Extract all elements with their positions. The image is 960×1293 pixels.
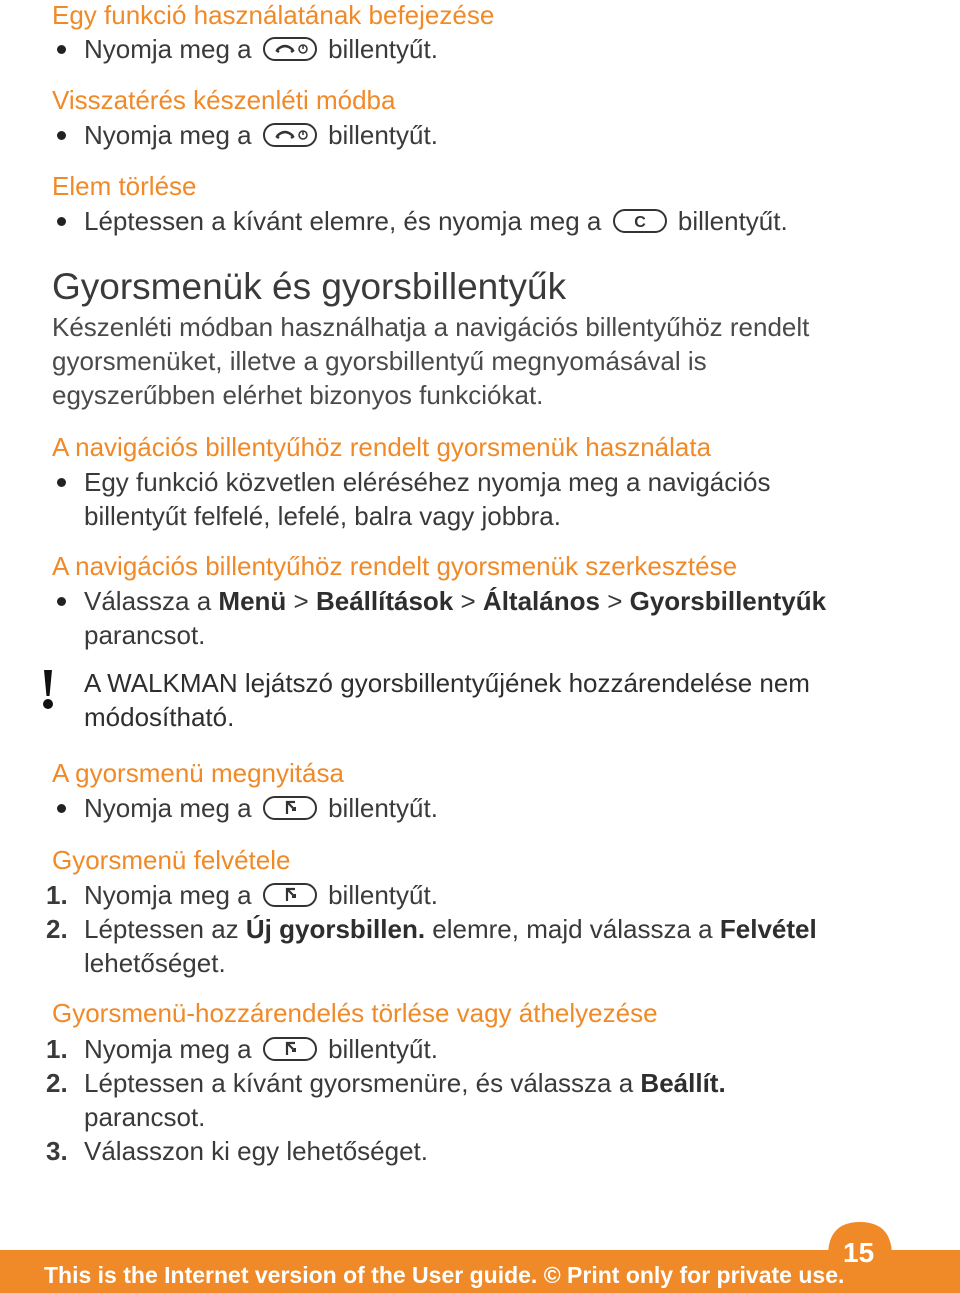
- list-item: [52, 32, 922, 66]
- list-item: [52, 118, 922, 152]
- step-text: lehetőséget.: [84, 948, 226, 978]
- step-text: Nyomja meg a: [84, 880, 252, 910]
- intro-paragraph: [52, 310, 932, 412]
- option-name: Felvétel: [719, 914, 817, 944]
- list-item: [46, 1134, 916, 1168]
- list-item: [52, 584, 922, 652]
- bullet: [57, 597, 66, 606]
- bullet: [57, 478, 66, 487]
- intro-line: Készenléti módban használhatja a navigációs billentyűhöz rendelt: [52, 312, 810, 342]
- list-item: [46, 912, 916, 980]
- step-text: parancsot.: [84, 1102, 206, 1132]
- step-text: Válasszon ki egy lehetőséget.: [84, 1136, 428, 1166]
- step-text-tail: billentyűt.: [328, 1034, 438, 1064]
- bullet-text: Nyomja meg a: [84, 793, 252, 823]
- bullet-text: Egy funkció közvetlen eléréséhez nyomja meg a navigációs: [84, 467, 771, 497]
- step-number: 2.: [46, 1068, 68, 1098]
- menu-path-separator: >: [460, 586, 476, 616]
- step-number: 2.: [46, 914, 68, 944]
- bullet: [57, 217, 66, 226]
- list-item: [46, 1032, 916, 1066]
- step-text: Nyomja meg a: [84, 1034, 252, 1064]
- warning-note: [52, 666, 922, 734]
- activity-menu-key-icon: [263, 796, 317, 820]
- heading-open-quickmenu: A gyorsmenü megnyitása: [52, 758, 344, 788]
- menu-path-item: Általános: [482, 586, 600, 616]
- footer-text: This is the Internet version of the User guide. © Print only for private use.: [44, 1262, 845, 1288]
- list-item: [52, 465, 922, 533]
- bullet-text: Nyomja meg a: [84, 34, 252, 64]
- list-item: [46, 1066, 916, 1134]
- step-text: Léptessen a kívánt gyorsmenüre, és válassza a: [84, 1068, 634, 1098]
- end-call-key-icon: [263, 37, 317, 61]
- list-item: [46, 878, 916, 912]
- c-key-icon: [613, 209, 667, 233]
- menu-path-item: Beállítások: [315, 586, 454, 616]
- step-number: 1.: [46, 880, 68, 910]
- activity-menu-key-icon: [263, 1037, 317, 1061]
- step-number: 3.: [46, 1136, 68, 1166]
- bullet: [57, 45, 66, 54]
- activity-menu-key-icon: [263, 883, 317, 907]
- heading-add-quickmenu: Gyorsmenü felvétele: [52, 845, 291, 875]
- bullet: [57, 131, 66, 140]
- bullet-text-tail: billentyűt.: [328, 793, 438, 823]
- step-text: Léptessen az: [84, 914, 239, 944]
- option-name: Beállít.: [640, 1068, 726, 1098]
- menu-path-separator: >: [607, 586, 623, 616]
- page-title: Gyorsmenük és gyorsbillentyűk: [52, 266, 567, 307]
- list-item: [52, 204, 922, 238]
- bullet-text: Nyomja meg a: [84, 120, 252, 150]
- bullet-text-tail: billentyűt.: [328, 120, 438, 150]
- bullet-text: Válassza a: [84, 586, 212, 616]
- heading-use-shortcuts: A navigációs billentyűhöz rendelt gyorsmenük használata: [52, 432, 712, 462]
- page-number: 15: [843, 1237, 875, 1268]
- svg-text:C: C: [633, 214, 646, 232]
- heading-delete-item: Elem törlése: [52, 171, 197, 201]
- menu-path-item: Menü: [218, 586, 287, 616]
- menu-path-separator: >: [293, 586, 309, 616]
- heading-move-quickmenu: Gyorsmenü-hozzárendelés törlése vagy áthelyezése: [52, 998, 658, 1028]
- bullet-text: Léptessen a kívánt elemre, és nyomja meg a: [84, 206, 602, 236]
- step-text-tail: billentyűt.: [328, 880, 438, 910]
- heading-end-function: Egy funkció használatának befejezése: [52, 0, 495, 30]
- bullet-text-tail: billentyűt.: [328, 34, 438, 64]
- menu-item-name: Új gyorsbillen.: [245, 914, 426, 944]
- intro-line: gyorsmenüket, illetve a gyorsbillentyű megnyomásával is: [52, 346, 707, 376]
- menu-path-item: Gyorsbillentyűk: [629, 586, 827, 616]
- bullet-text: billentyűt felfelé, lefelé, balra vagy jobbra.: [84, 501, 561, 531]
- list-item: [52, 791, 922, 825]
- heading-edit-shortcuts: A navigációs billentyűhöz rendelt gyorsmenük szerkesztése: [52, 551, 738, 581]
- heading-return-standby: Visszatérés készenléti módba: [52, 85, 396, 115]
- step-number: 1.: [46, 1034, 68, 1064]
- warning-text: A WALKMAN lejátszó gyorsbillentyűjének hozzárendelése nem: [84, 668, 810, 698]
- bullet-text-tail: billentyűt.: [677, 206, 788, 236]
- step-text: elemre, majd válassza a: [432, 914, 713, 944]
- warning-text: módosítható.: [84, 702, 235, 732]
- bullet: [57, 804, 66, 813]
- end-call-key-icon: [263, 123, 317, 147]
- intro-line: egyszerűbben elérhet bizonyos funkciókat.: [52, 380, 544, 410]
- bullet-text: parancsot.: [84, 620, 206, 650]
